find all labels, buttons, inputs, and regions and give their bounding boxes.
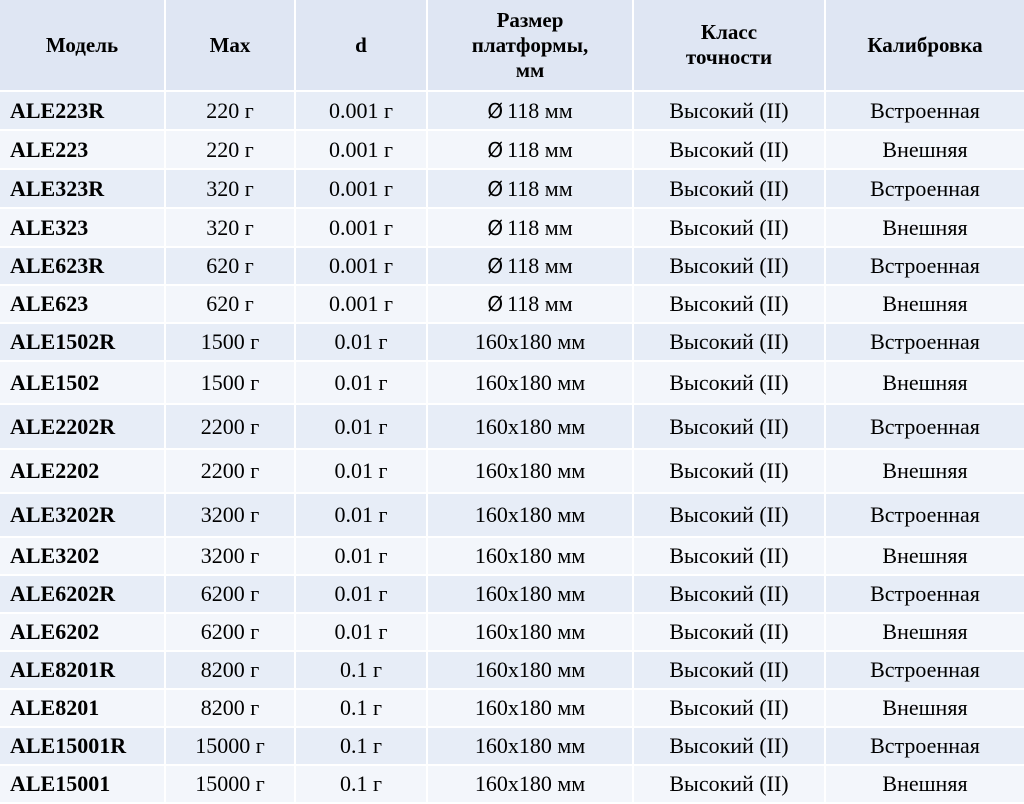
cell-accuracy-class: Высокий (II) xyxy=(634,92,826,131)
cell-d: 0.001 г xyxy=(296,92,428,131)
table-row xyxy=(0,131,1024,170)
cell-d: 0.1 г xyxy=(296,766,428,804)
cell-platform-size xyxy=(428,538,634,576)
cell-platform-size xyxy=(428,248,634,286)
cell-d: 0.01 г xyxy=(296,450,428,494)
table-row xyxy=(0,405,1024,450)
platform-size-value: 118 мм xyxy=(507,97,573,123)
cell-accuracy-class: Высокий (II) xyxy=(634,576,826,614)
table-row xyxy=(0,614,1024,652)
cell-accuracy-class: Высокий (II) xyxy=(634,405,826,450)
cell-accuracy-class: Высокий (II) xyxy=(634,766,826,804)
cell-model: ALE6202 xyxy=(0,614,166,652)
cell-d: 0.1 г xyxy=(296,690,428,728)
platform-size-value: 160x180 мм xyxy=(474,581,586,606)
cell-d: 0.001 г xyxy=(296,209,428,248)
cell-model: ALE3202 xyxy=(0,538,166,576)
platform-size-value: 118 мм xyxy=(507,253,573,278)
cell-calibration: Встроенная xyxy=(826,324,1024,362)
cell-platform-size xyxy=(428,324,634,362)
platform-size-value: 118 мм xyxy=(507,136,573,162)
cell-accuracy-class: Высокий (II) xyxy=(634,728,826,766)
cell-max: 1500 г xyxy=(166,362,296,405)
platform-size-value: 160x180 мм xyxy=(474,369,586,395)
cell-d: 0.001 г xyxy=(296,248,428,286)
platform-size-value: 118 мм xyxy=(507,214,573,240)
table-row xyxy=(0,494,1024,538)
cell-d: 0.01 г xyxy=(296,405,428,450)
table-row xyxy=(0,362,1024,405)
cell-platform-size xyxy=(428,576,634,614)
platform-size-value: 160x180 мм xyxy=(474,771,586,796)
cell-d: 0.01 г xyxy=(296,324,428,362)
cell-accuracy-class: Высокий (II) xyxy=(634,450,826,494)
platform-size-value: 160x180 мм xyxy=(474,458,586,483)
table-row xyxy=(0,766,1024,804)
cell-model: ALE623 xyxy=(0,286,166,324)
cell-calibration: Встроенная xyxy=(826,248,1024,286)
cell-model: ALE323 xyxy=(0,209,166,248)
platform-size-value: 160x180 мм xyxy=(474,329,586,354)
cell-platform-size xyxy=(428,652,634,690)
table-body xyxy=(0,92,1024,804)
table-row xyxy=(0,450,1024,494)
header-row xyxy=(0,0,1024,92)
cell-calibration: Встроенная xyxy=(826,170,1024,209)
cell-calibration: Встроенная xyxy=(826,92,1024,131)
cell-accuracy-class: Высокий (II) xyxy=(634,324,826,362)
table-row xyxy=(0,248,1024,286)
diameter-icon: Ø xyxy=(487,98,504,123)
diameter-icon: Ø xyxy=(487,292,504,316)
cell-platform-size xyxy=(428,405,634,450)
header-accuracy-class: Класс точности xyxy=(634,0,826,92)
table-row xyxy=(0,209,1024,248)
platform-size-value: 160x180 мм xyxy=(474,657,586,682)
cell-model: ALE8201R xyxy=(0,652,166,690)
cell-accuracy-class: Высокий (II) xyxy=(634,248,826,286)
cell-calibration: Встроенная xyxy=(826,576,1024,614)
cell-accuracy-class: Высокий (II) xyxy=(634,131,826,170)
table-row xyxy=(0,728,1024,766)
cell-platform-size xyxy=(428,494,634,538)
cell-model: ALE223 xyxy=(0,131,166,170)
cell-model: ALE623R xyxy=(0,248,166,286)
cell-accuracy-class: Высокий (II) xyxy=(634,538,826,576)
cell-max: 6200 г xyxy=(166,614,296,652)
diameter-icon: Ø xyxy=(487,215,504,240)
cell-model: ALE6202R xyxy=(0,576,166,614)
cell-model: ALE223R xyxy=(0,92,166,131)
cell-platform-size xyxy=(428,728,634,766)
cell-max: 220 г xyxy=(166,131,296,170)
table-row xyxy=(0,324,1024,362)
cell-max: 3200 г xyxy=(166,494,296,538)
cell-calibration: Встроенная xyxy=(826,405,1024,450)
cell-model: ALE2202R xyxy=(0,405,166,450)
table-row xyxy=(0,286,1024,324)
table-row xyxy=(0,92,1024,131)
cell-calibration: Внешняя xyxy=(826,209,1024,248)
cell-calibration: Внешняя xyxy=(826,766,1024,804)
cell-platform-size xyxy=(428,766,634,804)
cell-d: 0.1 г xyxy=(296,728,428,766)
cell-d: 0.01 г xyxy=(296,576,428,614)
cell-calibration: Внешняя xyxy=(826,450,1024,494)
platform-size-value: 160x180 мм xyxy=(474,502,586,527)
cell-d: 0.01 г xyxy=(296,494,428,538)
cell-platform-size xyxy=(428,362,634,405)
header-model: Модель xyxy=(0,0,166,92)
cell-accuracy-class: Высокий (II) xyxy=(634,652,826,690)
cell-model: ALE15001R xyxy=(0,728,166,766)
cell-calibration: Встроенная xyxy=(826,494,1024,538)
cell-calibration: Внешняя xyxy=(826,362,1024,405)
cell-max: 1500 г xyxy=(166,324,296,362)
cell-model: ALE3202R xyxy=(0,494,166,538)
header-max: Max xyxy=(166,0,296,92)
cell-platform-size xyxy=(428,92,634,131)
diameter-icon: Ø xyxy=(487,176,504,201)
cell-max: 320 г xyxy=(166,170,296,209)
cell-platform-size xyxy=(428,131,634,170)
header-d: d xyxy=(296,0,428,92)
cell-max: 8200 г xyxy=(166,690,296,728)
cell-d: 0.01 г xyxy=(296,614,428,652)
cell-platform-size xyxy=(428,614,634,652)
cell-accuracy-class: Высокий (II) xyxy=(634,286,826,324)
cell-calibration: Внешняя xyxy=(826,614,1024,652)
cell-accuracy-class: Высокий (II) xyxy=(634,209,826,248)
platform-size-value: 160x180 мм xyxy=(474,695,586,720)
cell-d: 0.01 г xyxy=(296,362,428,405)
cell-calibration: Встроенная xyxy=(826,652,1024,690)
header-calibration: Калибровка xyxy=(826,0,1024,92)
header-platform-size: Размер платформы, мм xyxy=(428,0,634,92)
cell-model: ALE15001 xyxy=(0,766,166,804)
cell-platform-size xyxy=(428,450,634,494)
cell-max: 220 г xyxy=(166,92,296,131)
cell-model: ALE323R xyxy=(0,170,166,209)
cell-calibration: Внешняя xyxy=(826,286,1024,324)
cell-max: 620 г xyxy=(166,248,296,286)
cell-accuracy-class: Высокий (II) xyxy=(634,494,826,538)
cell-platform-size xyxy=(428,209,634,248)
cell-accuracy-class: Высокий (II) xyxy=(634,170,826,209)
cell-model: ALE1502 xyxy=(0,362,166,405)
table-header xyxy=(0,0,1024,92)
cell-calibration: Внешняя xyxy=(826,131,1024,170)
platform-size-value: 160x180 мм xyxy=(474,733,586,758)
cell-platform-size xyxy=(428,690,634,728)
cell-platform-size xyxy=(428,170,634,209)
table-row xyxy=(0,576,1024,614)
cell-max: 3200 г xyxy=(166,538,296,576)
cell-max: 620 г xyxy=(166,286,296,324)
cell-platform-size xyxy=(428,286,634,324)
cell-calibration: Внешняя xyxy=(826,538,1024,576)
diameter-icon: Ø xyxy=(487,137,504,162)
platform-size-value: 118 мм xyxy=(507,175,573,201)
cell-calibration: Внешняя xyxy=(826,690,1024,728)
platform-size-value: 160x180 мм xyxy=(474,413,586,439)
cell-max: 2200 г xyxy=(166,450,296,494)
table-row xyxy=(0,652,1024,690)
cell-max: 320 г xyxy=(166,209,296,248)
cell-d: 0.001 г xyxy=(296,286,428,324)
table-row xyxy=(0,690,1024,728)
table-row xyxy=(0,538,1024,576)
cell-max: 15000 г xyxy=(166,728,296,766)
cell-model: ALE2202 xyxy=(0,450,166,494)
cell-accuracy-class: Высокий (II) xyxy=(634,362,826,405)
cell-model: ALE1502R xyxy=(0,324,166,362)
cell-d: 0.001 г xyxy=(296,131,428,170)
cell-model: ALE8201 xyxy=(0,690,166,728)
platform-size-value: 118 мм xyxy=(507,291,573,316)
cell-max: 15000 г xyxy=(166,766,296,804)
diameter-icon: Ø xyxy=(487,254,504,278)
cell-accuracy-class: Высокий (II) xyxy=(634,690,826,728)
cell-d: 0.01 г xyxy=(296,538,428,576)
cell-max: 6200 г xyxy=(166,576,296,614)
cell-d: 0.1 г xyxy=(296,652,428,690)
platform-size-value: 160x180 мм xyxy=(474,543,586,568)
table-row xyxy=(0,170,1024,209)
cell-calibration: Встроенная xyxy=(826,728,1024,766)
cell-max: 2200 г xyxy=(166,405,296,450)
cell-accuracy-class: Высокий (II) xyxy=(634,614,826,652)
cell-max: 8200 г xyxy=(166,652,296,690)
cell-d: 0.001 г xyxy=(296,170,428,209)
platform-size-value: 160x180 мм xyxy=(474,619,586,644)
